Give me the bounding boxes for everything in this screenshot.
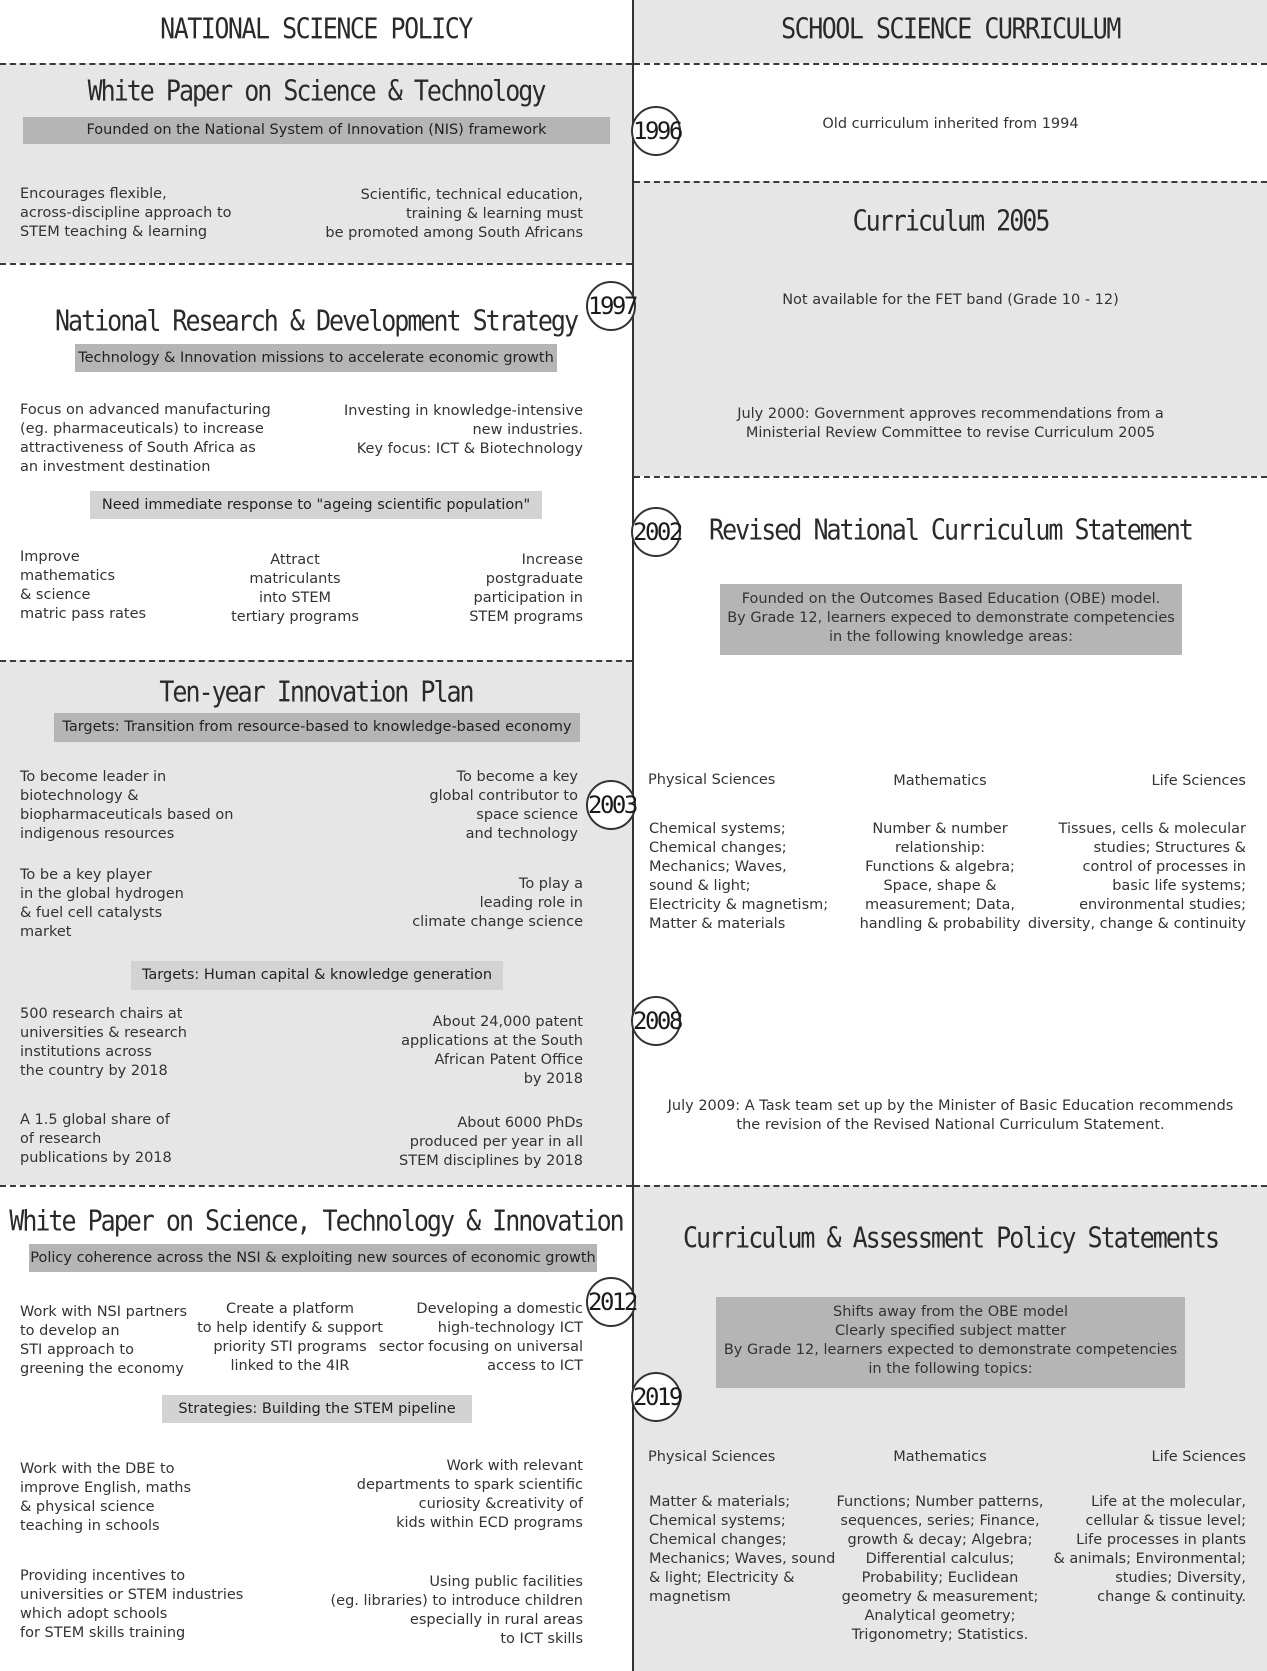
rncs-box: Founded on the Outcomes Based Education (OBE) model. By Grade 12, learners expeced to demonstrate competencies in the following knowledge areas: xyxy=(720,584,1182,655)
tyip-target-3: To be a key player in the global hydrogen & fuel cell catalysts market xyxy=(20,867,184,940)
caps-heading-maths: Mathematics xyxy=(893,1449,987,1465)
year-marker-2012: 2012 xyxy=(586,1277,636,1327)
wp2019-title: White Paper on Science, Technology & Innovation xyxy=(9,1203,623,1238)
divider-right-rncs xyxy=(634,476,1267,478)
wp2019-strategy-3: Providing incentives to universities or STEM industries which adopt schools for STEM skills training xyxy=(20,1568,244,1641)
rncs-heading-life: Life Sciences xyxy=(1151,773,1246,789)
caps-title: Curriculum & Assessment Policy Statements xyxy=(682,1220,1219,1255)
wp1996-right-text: Scientific, technical education, training & learning must be promoted among South Africans xyxy=(325,187,583,241)
wp2019-col2: Create a platform to help identify & support priority STI programs linked to the 4IR xyxy=(197,1301,383,1374)
rncs-topics-life: Tissues, cells & molecular studies; Structures & control of processes in basic life systems; environmental studies; diversity, change & continuity xyxy=(1027,821,1246,932)
caps-topics-life: Life at the molecular, cellular & tissue level; Life processes in plants & animals; Environmental; studies; Diversity, change & continuity. xyxy=(1053,1494,1246,1605)
rncs-heading-physical: Physical Sciences xyxy=(648,772,776,788)
c2005-note-2: July 2000: Government approves recommendations from a Ministerial Review Committee to revise Curriculum 2005 xyxy=(737,406,1164,441)
rncs-topics-physical: Chemical systems; Chemical changes; Mechanics; Waves, sound & light; Electricity & magnetism; Matter & materials xyxy=(649,821,829,932)
rncs-title: Revised National Curriculum Statement xyxy=(709,512,1192,547)
tyip-target-1: To become leader in biotechnology & biopharmaceuticals based on indigenous resources xyxy=(20,769,234,842)
wp2019-strategy-4: Using public facilities (eg. libraries) to introduce children especially in rural areas to ICT skills xyxy=(330,1574,583,1647)
wp2019-subtitle: Policy coherence across the NSI & exploiting new sources of economic growth xyxy=(29,1244,597,1272)
caps-topics-maths: Functions; Number patterns, sequences, series; Finance, growth & decay; Algebra; Differential calculus; Probability; Euclidean geometry & measurement; Analytical geometry; Trigonometry; Statistics. xyxy=(836,1494,1044,1643)
wp2019-strategy-1: Work with the DBE to improve English, maths & physical science teaching in schools xyxy=(20,1461,191,1534)
tyip-target-2: To become a key global contributor to space science and technology xyxy=(429,769,578,842)
rd1997-subtitle: Technology & Innovation missions to accelerate economic growth xyxy=(75,344,557,372)
divider-header-right xyxy=(634,63,1267,65)
old-curriculum-text: Old curriculum inherited from 1994 xyxy=(822,116,1079,132)
year-marker-2019: 2019 xyxy=(631,1372,681,1422)
wp1996-left-text: Encourages flexible, across-discipline approach to STEM teaching & learning xyxy=(20,186,232,240)
tyip-human-1: 500 research chairs at universities & research institutions across the country by 2018 xyxy=(20,1006,187,1079)
rd1997-right-text: Investing in knowledge-intensive new industries. Key focus: ICT & Biotechnology xyxy=(344,403,583,457)
divider-header-left xyxy=(0,63,632,65)
rncs-heading-maths: Mathematics xyxy=(893,773,987,789)
rd1997-col1: Improve mathematics & science matric pass rates xyxy=(20,549,147,622)
year-marker-1996: 1996 xyxy=(631,106,681,156)
caps-box: Shifts away from the OBE model Clearly specified subject matter By Grade 12, learners expected to demonstrate competencies in the following topics: xyxy=(716,1297,1185,1388)
divider-right-c2005 xyxy=(634,181,1267,183)
rd1997-need-bar: Need immediate response to "ageing scientific population" xyxy=(90,491,542,519)
wp2019-col3: Developing a domestic high-technology ICT sector focusing on universal access to ICT xyxy=(378,1301,583,1374)
year-marker-2003: 2003 xyxy=(586,780,636,830)
year-marker-2008: 2008 xyxy=(631,996,681,1046)
rd1997-col2: Attract matriculants into STEM tertiary programs xyxy=(231,552,359,625)
tyip-subtitle-2: Targets: Human capital & knowledge generation xyxy=(131,961,503,990)
year-marker-1997: 1997 xyxy=(586,281,636,331)
tyip-human-4: About 6000 PhDs produced per year in all STEM disciplines by 2018 xyxy=(399,1115,583,1169)
rncs-note: July 2009: A Task team set up by the Minister of Basic Education recommends the revision of the Revised National Curriculum Statement. xyxy=(667,1098,1234,1133)
rncs-topics-maths: Number & number relationship: Functions & algebra; Space, shape & measurement; Data, handling & probability xyxy=(859,821,1021,932)
tyip-title: Ten-year Innovation Plan xyxy=(159,674,473,709)
divider-left-1997 xyxy=(0,263,632,265)
tyip-target-4: To play a leading role in climate change science xyxy=(412,876,583,930)
caps-heading-physical: Physical Sciences xyxy=(648,1449,776,1465)
caps-heading-life: Life Sciences xyxy=(1151,1449,1246,1465)
tyip-human-3: A 1.5 global share of of research publications by 2018 xyxy=(20,1112,172,1166)
rd1997-title: National Research & Development Strategy xyxy=(54,303,578,338)
rd1997-col3: Increase postgraduate participation in STEM programs xyxy=(469,552,583,625)
tyip-subtitle: Targets: Transition from resource-based to knowledge-based economy xyxy=(54,713,580,742)
wp2019-col1: Work with NSI partners to develop an STI approach to greening the economy xyxy=(20,1304,187,1377)
wp2019-strategy-2: Work with relevant departments to spark scientific curiosity &creativity of kids within ECD programs xyxy=(356,1458,583,1531)
rd1997-left-text: Focus on advanced manufacturing (eg. pharmaceuticals) to increase attractiveness of South Africa as an investment destination xyxy=(20,402,271,475)
divider-right-caps xyxy=(634,1185,1267,1187)
c2005-note-1: Not available for the FET band (Grade 10 - 12) xyxy=(782,292,1119,308)
wp1996-subtitle: Founded on the National System of Innovation (NIS) framework xyxy=(23,117,610,144)
wp1996-title: White Paper on Science & Technology xyxy=(87,73,545,108)
c2005-title: Curriculum 2005 xyxy=(852,203,1049,238)
tyip-human-2: About 24,000 patent applications at the South African Patent Office by 2018 xyxy=(401,1014,583,1087)
wp2019-strategies-bar: Strategies: Building the STEM pipeline xyxy=(162,1395,472,1423)
left-column-header: NATIONAL SCIENCE POLICY xyxy=(160,11,472,46)
timeline-spine xyxy=(632,0,634,1671)
right-column-header: SCHOOL SCIENCE CURRICULUM xyxy=(781,11,1120,46)
divider-left-2019 xyxy=(0,1185,632,1187)
year-marker-2002: 2002 xyxy=(631,507,681,557)
caps-topics-physical: Matter & materials; Chemical systems; Chemical changes; Mechanics; Waves, sound & light; Electricity & magnetism xyxy=(649,1494,836,1605)
divider-left-2003 xyxy=(0,660,632,662)
